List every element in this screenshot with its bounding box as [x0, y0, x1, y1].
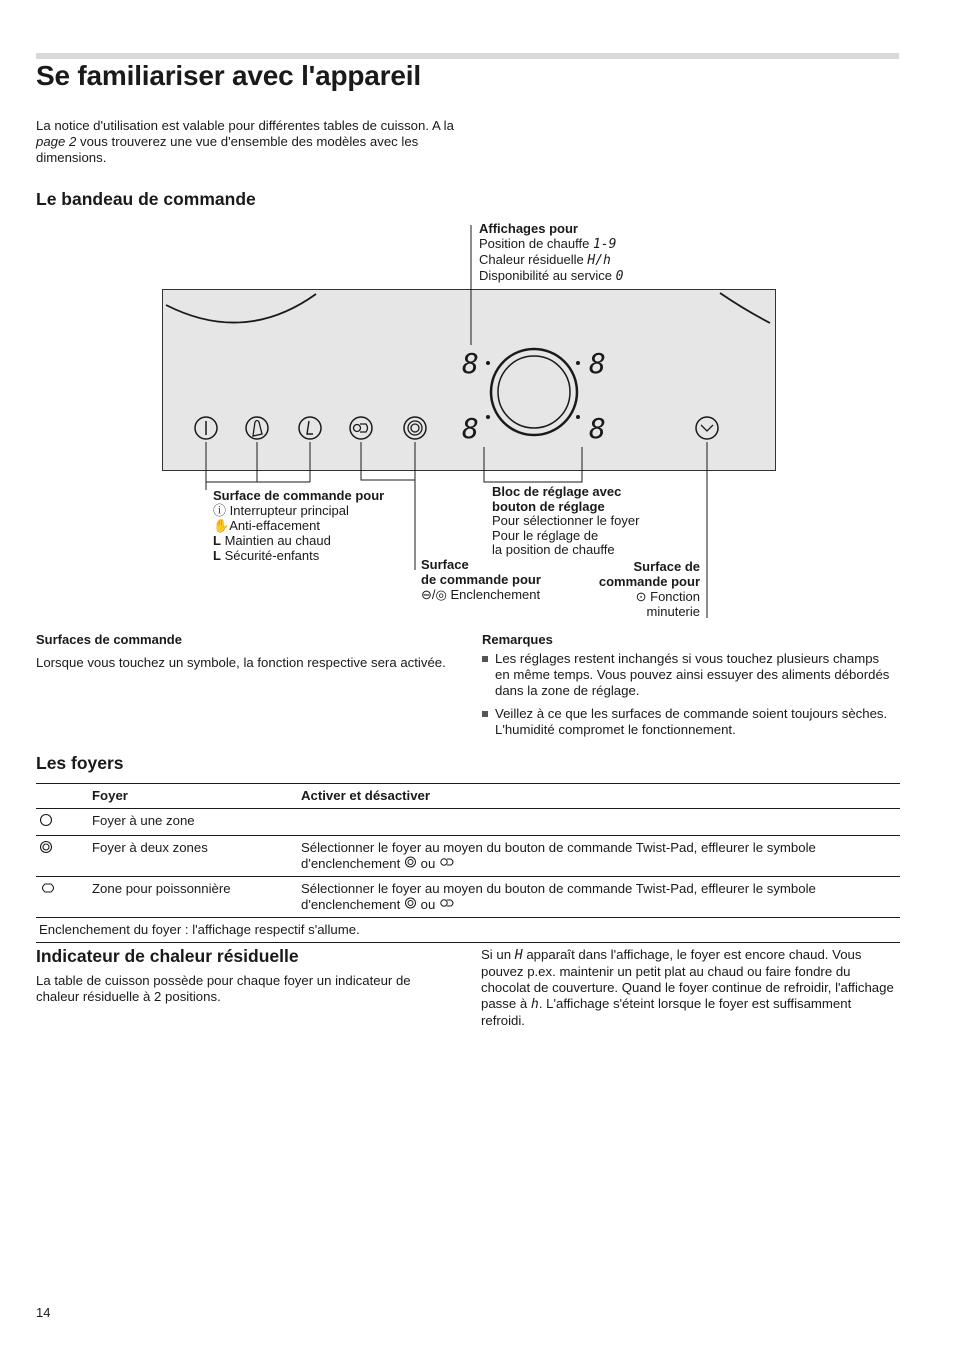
intro-paragraph: La notice d'utilisation est valable pour différentes tables de cuisson. A la page 2 vous trouverez une vue d'ensemble des modèles avec les dimensions. — [36, 118, 454, 165]
table-header-row — [36, 784, 900, 809]
surface-left-label: Surface de commande pour ⓘ Interrupteur principal ✋Anti-effacement L Maintien au chaud L Sécurité-enfants — [213, 488, 385, 563]
table-footer-row: Enclenchement du foyer : l'affichage respectif s'allume. — [36, 918, 900, 943]
fish-zone-icon — [439, 856, 456, 868]
section-heading-foyers: Les foyers — [36, 753, 124, 773]
knob-icon — [498, 356, 570, 428]
fish-zone-icon — [439, 897, 456, 909]
section-heading-bandeau: Le bandeau de commande — [36, 189, 256, 209]
table-row: Foyer à deux zones Sélectionner le foyer au moyen du bouton de commande Twist-Pad, effleurer le symbole d'enclenchement ou — [36, 836, 900, 877]
power-icon-inline: ⓘ — [213, 503, 227, 518]
table-row: Foyer à une zone — [36, 809, 900, 836]
bloc-label: Bloc de réglage avec bouton de réglage Pour sélectionner le foyer Pour le réglage de la position de chauffe — [492, 484, 640, 557]
display-front-right: 8 — [589, 347, 606, 380]
wipe-icon-inline: ✋ — [213, 518, 230, 533]
single-zone-icon — [39, 813, 53, 827]
affichages-label: Affichages pour Position de chauffe 1-9 Chaleur résiduelle H/h Disponibilité au service 0 — [479, 221, 624, 284]
list-item: Les réglages restent inchangés si vous touchez plusieurs champs en même temps. Vous pouvez ainsi essuyer des aliments débordés dans la zone de réglage. — [482, 651, 892, 699]
remarques-heading: Remarques — [482, 632, 553, 647]
timer-icon-inline: ⊙ — [635, 589, 647, 604]
dual-zone-icon — [39, 840, 53, 854]
display-front-left: 8 — [462, 347, 479, 380]
page-title: Se familiariser avec l'appareil — [36, 60, 421, 91]
page-number: 14 — [36, 1305, 51, 1320]
fish-zone-icon — [39, 881, 57, 895]
surfaces-text: Lorsque vous touchez un symbole, la fonction respective sera activée. — [36, 655, 446, 670]
residuel-left-text: La table de cuisson possède pour chaque foyer un indicateur de chaleur résiduelle à 2 positions. — [36, 973, 411, 1004]
control-panel-diagram — [0, 0, 954, 640]
display-back-right: 8 — [589, 412, 606, 445]
col-foyer-header: Foyer — [92, 788, 128, 803]
list-item: Veillez à ce que les surfaces de commande soient toujours sèches. L'humidité compromet le fonctionnement. — [482, 706, 892, 738]
residuel-right-text: Si un H apparaît dans l'affichage, le foyer est encore chaud. Vous pouvez p.ex. maintenir un petit plat au chaud ou faire fondre du chocolat de couverture. Quand le foyer continue de refroidir, l'affichage passe à h. L'affichage s'éteint lorsque le foyer est suffisamment refroidi. — [481, 947, 894, 1028]
dual-zone-icon — [404, 897, 417, 909]
page-link[interactable]: page 2 — [36, 134, 77, 149]
dual-zone-icon — [404, 856, 417, 868]
col-activer-header: Activer et désactiver — [301, 788, 431, 803]
remarques-list — [482, 651, 892, 745]
section-heading-residuel: Indicateur de chaleur résiduelle — [36, 946, 299, 966]
foyers-table — [36, 783, 900, 943]
surface-right-label: Surface de commande pour ⊙ Fonction minuterie — [598, 559, 700, 619]
surface-mid-label: Surface de commande pour ⊖/◎ Enclenchement — [421, 557, 541, 602]
display-back-left: 8 — [462, 412, 479, 445]
table-row: Zone pour poissonnière Sélectionner le foyer au moyen du bouton de commande Twist-Pad, effleurer le symbole d'enclenchement ou — [36, 877, 900, 918]
surfaces-heading: Surfaces de commande — [36, 632, 182, 647]
switch-icons-inline: ⊖/◎ — [421, 587, 447, 602]
